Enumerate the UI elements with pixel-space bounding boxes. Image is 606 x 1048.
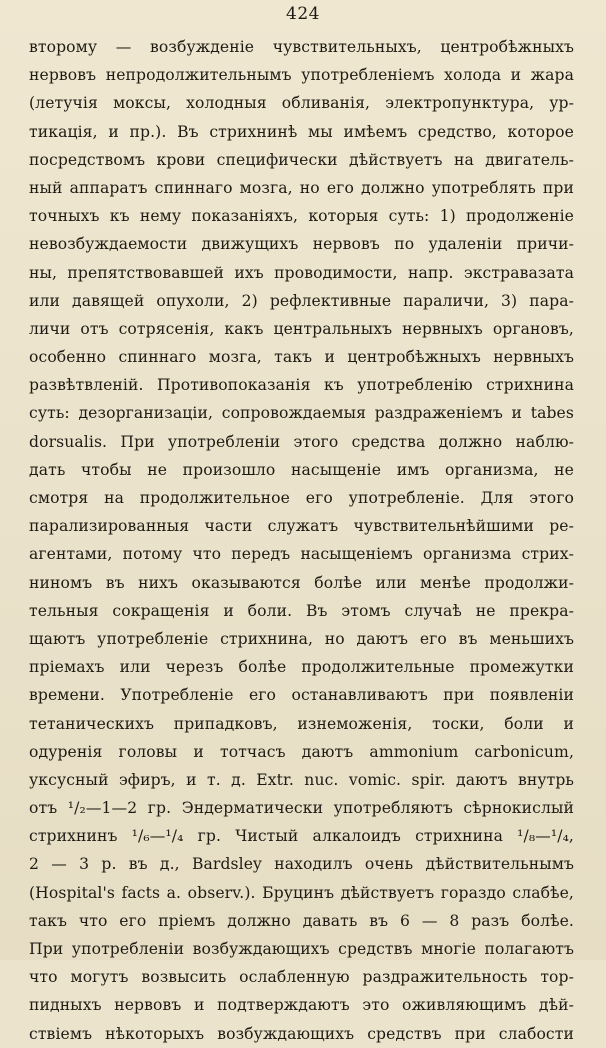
text-line: При употребленіи возбуждающихъ средствъ многіе полагаютъ (29, 940, 574, 958)
text-line: или давящей опухоли, 2) рефлективные параличи, 3) пара- (29, 291, 574, 310)
text-line: тельныя сокращенія и боли. Въ этомъ случаѣ не прекра- (29, 601, 574, 620)
text-line: агентами, потому что передъ насыщеніемъ организма стрих- (29, 545, 574, 564)
text-line: посредствомъ крови специфически дѣйствуетъ на двигатель- (29, 150, 574, 169)
text-line: ствіемъ нѣкоторыхъ возбуждающихъ средствъ при слабости (29, 1024, 574, 1043)
text-line: уксусный эфиръ, и т. д. Extr. nuc. vomic. spir. даютъ внутрь (29, 770, 574, 789)
text-line: нервовъ непродолжительнымъ употребленіемъ холода и жара (29, 66, 574, 85)
text-line: (Hospital's facts a. observ.). Бруцинъ дѣйствуетъ гораздо слабѣе, (29, 883, 574, 902)
text-line: точныхъ къ нему показаніяхъ, которыя суть: 1) продолженіе (29, 207, 574, 226)
text-line: ный аппаратъ спиннаго мозга, но его должно употреблять при (29, 178, 574, 197)
text-line: пріемахъ или черезъ болѣе продолжительные промежутки (29, 658, 574, 677)
text-line: стрихнинъ ¹/₆—¹/₄ гр. Чистый алкалоидъ стрихнина ¹/₈—¹/₄, (29, 827, 574, 846)
text-line: 2 — 3 р. въ д., Bardsley находилъ очень дѣйствительнымъ (29, 855, 574, 874)
text-line: ниномъ въ нихъ оказываются болѣе или менѣе продолжи- (29, 573, 574, 592)
text-line: тикація, и пр.). Въ стрихнинѣ мы имѣемъ средство, которое (29, 122, 574, 141)
text-line: ны, препятствовавшей ихъ проводимости, напр. экстравазата (29, 263, 574, 282)
text-line: развѣтвленій. Противопоказанія къ употребленію стрихнина (29, 376, 574, 395)
text-line: смотря на продолжительное его употребленіе. Для этого (29, 489, 574, 507)
text-line: одуренія головы и тотчасъ даютъ ammonium carbonicum, (29, 742, 574, 761)
text-line: дать чтобы не произошло насыщеніе имъ организма, не (29, 460, 574, 479)
text-line: dorsualis. При употребленіи этого средства должно наблю- (29, 432, 574, 451)
text-line: тетаническихъ припадковъ, изнеможенія, тоски, боли и (29, 714, 574, 733)
text-line: пидныхъ нервовъ и подтверждаютъ это оживляющимъ дѣй- (29, 996, 574, 1015)
text-line: особенно спиннаго мозга, такъ и центробѣжныхъ нервныхъ (29, 348, 574, 367)
page-number: 424 (286, 4, 320, 24)
text-line: второму — возбужденіе чувствительныхъ, центробѣжныхъ (29, 38, 574, 56)
text-line: невозбуждаемости движущихъ нервовъ по удаленіи причи- (29, 235, 574, 254)
text-line: парализированныя части служатъ чувствительнѣйшими ре- (29, 517, 574, 536)
text-line: суть: дезорганизаціи, сопровождаемыя раздраженіемъ и tabes (29, 404, 574, 423)
body-text (29, 33, 574, 1048)
text-line: времени. Употребленіе его останавливаютъ при появленіи (29, 686, 574, 705)
text-line: что могутъ возвысить ослабленную раздражительность тор- (29, 968, 574, 987)
text-line: щаютъ употребленіе стрихнина, но даютъ его въ меньшихъ (29, 629, 574, 648)
text-line: отъ ¹/₂—1—2 гр. Эндерматически употребляютъ сѣрнокислый (29, 799, 574, 818)
text-line: личи отъ сотрясенія, какъ центральныхъ нервныхъ органовъ, (29, 319, 574, 338)
text-line: такъ что его пріемъ должно давать въ 6 — 8 разъ болѣе. (29, 911, 574, 930)
text-line: (летучія моксы, холодныя обливанія, электропунктура, ур- (29, 94, 574, 113)
